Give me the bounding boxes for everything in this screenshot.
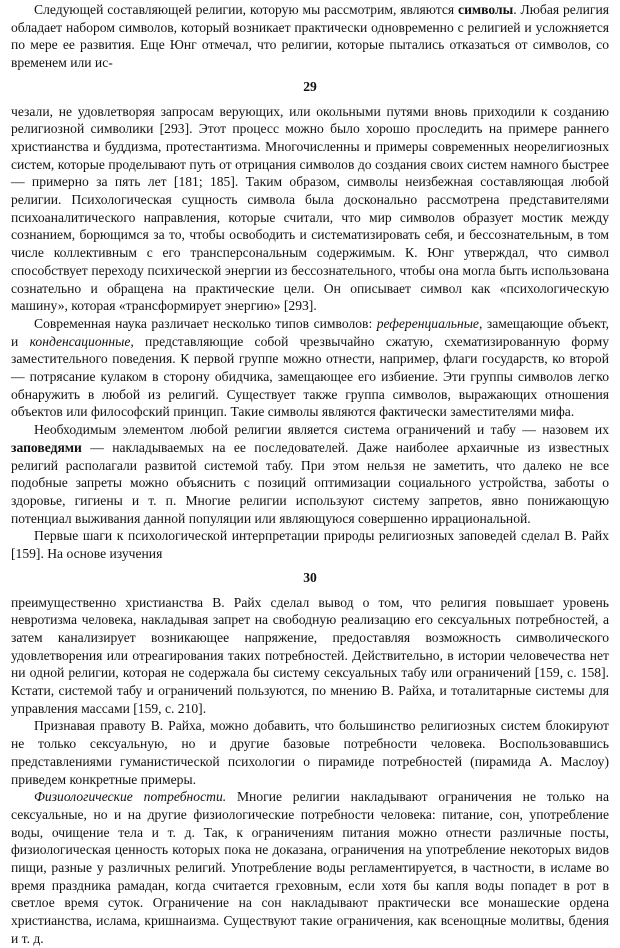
text-run: представляющие собой чрезвычайно сжатую, схематизированную форму заместительного поведения. К первой группе можно отнести, например, флаги государств, ко второй — потрясание кулаком в сторону обидчика, замещающее его избиение. Эти группы символов легко обнаружить в любой из религий. Существует также группа символов, выражающих отношения объектов или философский принцип. Такие символы являются фактически заместителями мифа. [11, 333, 609, 420]
italic-term: референциальные [376, 315, 479, 331]
paragraph-6 [11, 594, 609, 718]
text-run: Многие религии накладывают ограничения не только на сексуальные, но и на другие физиологические потребности человека: питание, сон, употребление воды, очищение тела и т. д. Так, к ограничениям питания можно отнести различные посты, физиологическая ценность которых пока не доказана, ограничения на употребление некоторых видов пищи, разные у различных религий. Употребление воды регламентируется, в частности, в исламе во время праздника рамадан, когда считается греховным, если хотя бы капля воды попадет в рот в светлое время суток. Ограничение на сон накладывают практически все монашеские ордена христианства, ислама, кришнаизма. Существуют такие ограничения, как всенощные молитвы, бдения и т. д. [11, 789, 609, 946]
paragraph-5 [11, 527, 609, 562]
bold-term: заповедями [11, 439, 82, 455]
text-run: Первые шаги к психологической интерпретации природы религиозных заповедей сделал В. Райх [159]. На основе изучения [11, 528, 609, 562]
page-number: 30 [303, 569, 317, 585]
paragraph-3 [11, 315, 609, 421]
text-run: чезали, не удовлетворяя запросам верующих, или окольными путями вновь приходили к созданию религиозной символики [293]. Этот процесс можно было хорошо проследить на примере раннего христианства и буддизма, протестантизма. Многочисленны и примеры современных неорелигиозных систем, которые проделывают путь от отрицания символов до создания своих систем намного быстрее — примерно за пять лет [181; 185]. Таким образом, символы неизбежная составляющая любой религии. Психологическая сущность символа была досконально рассмотрена представителями психоаналитического направления, которые считали, что мир символов образует мостик между сознанием, борющимся за то, чтобы освободить и систематизировать себя, и бессознательным, в том числе коллективным с его трансперсональным содержимым. К. Юнг утверждал, что символ способствует переходу психической энергии из бессознательного, чтобы она могла быть использована сознательно и обращена на практические цели. Он описывает символ как «психологическую машину», которая «трансформирует энергию» [293]. [11, 103, 609, 314]
bold-term: символы [458, 2, 514, 17]
text-run: Современная наука различает несколько типов символов: [34, 315, 377, 331]
text-run: Следующей составляющей религии, которую мы рассмотрим, являются [34, 2, 459, 17]
text-run: — накладываемых на ее последователей. Даже наиболее архаичные из известных религий располагали развитой системой табу. При этом нельзя не заметить, что далеко не все подобные запреты можно объяснить с позиций оптимизации социального устройства, заботы о здоровье, гигиены и т. п. Многие религии используют систему запретов, явно понижающую потенциал выживания данной популяции или являющуюся совершенно иррациональной. [11, 439, 609, 526]
italic-term: Физиологические потребности. [34, 789, 227, 805]
paragraph-4 [11, 421, 609, 527]
text-run: преимущественно христианства В. Райх сделал вывод о том, что религия повышает уровень невротизма человека, накладывая запрет на свободную реализацию его сексуальных потребностей, а затем канализирует возникающее напряжение, предоставляя возможность символического удовлетворения или отреагирования таких потребностей. Действительно, в истории человечества нет ни одной религии, которая не содержала бы систему сексуальных табу или ограничений [159, с. 158]. Кстати, системой табу и ограничений пользуются, по мнению В. Райха, и тоталитарные системы для управления массами [159, с. 210]. [11, 594, 609, 716]
paragraph-8 [11, 788, 609, 947]
paragraph-1 [11, 1, 609, 72]
paragraph-7 [11, 717, 609, 788]
text-run: , замещающие объект, и [11, 315, 609, 349]
text-run: . Любая религия обладает набором символов, который возникает практически одновременно с религией и усложняется по мере ее развития. Еще Юнг отмечал, что религии, которые пытались отказаться от символов, со временем или ис- [11, 2, 609, 71]
paragraph-2 [11, 103, 609, 315]
italic-term: конденсационные, [29, 333, 134, 349]
page-number: 29 [303, 78, 317, 94]
text-run: Признавая правоту В. Райха, можно добавить, что большинство религиозных систем блокируют не только сексуальную, но и другие базовые потребности человека. Воспользовавшись представлениями гуманистической психологии о пирамиде потребностей (пирамида А. Маслоу) приведем конкретные примеры. [11, 718, 609, 787]
text-run: Необходимым элементом любой религии является система ограничений и табу — назовем их [34, 422, 609, 438]
